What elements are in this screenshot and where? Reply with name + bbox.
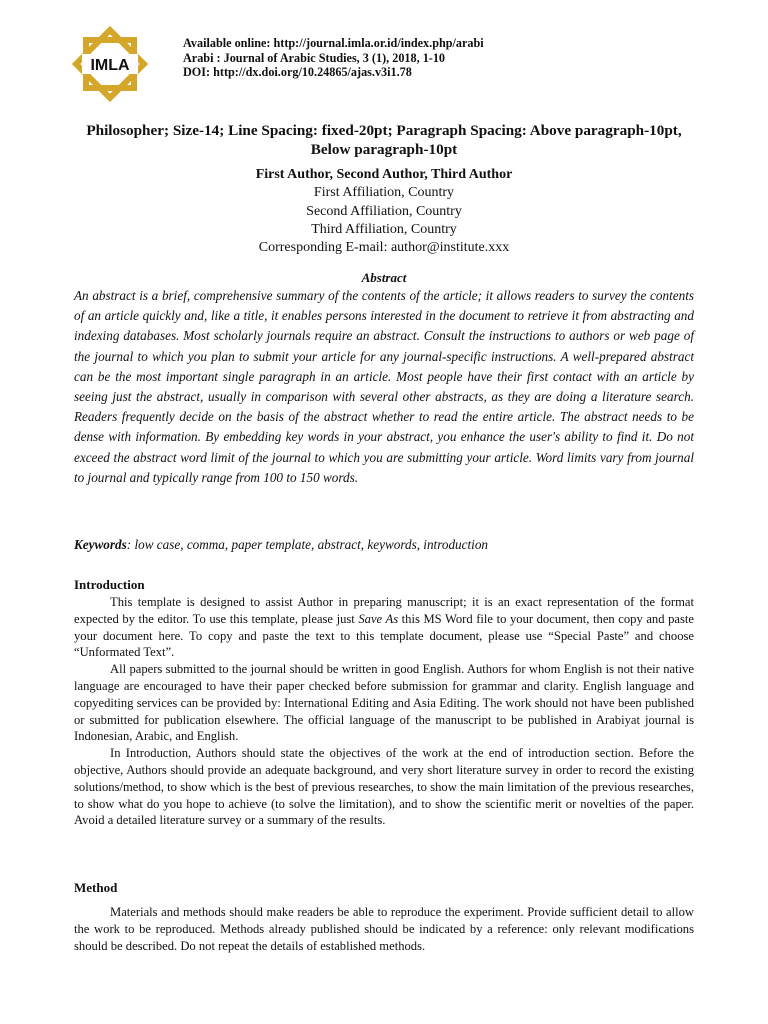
corresponding-email: Corresponding E-mail: author@institute.xxx bbox=[258, 240, 510, 256]
journal-header bbox=[183, 36, 484, 80]
keywords-label: Keywords bbox=[74, 537, 127, 552]
abstract-text: An abstract is a brief, comprehensive summary of the contents of the article; it allows readers to survey the contents of an article quickly and, like a title, it enables persons interested in the document to retrieve it from abstracting and indexing databases. Most scholarly journals require an abstract. Consult the instructions to authors or web page of the journal to which you plan to submit your article for any journal-specific instructions. A well-prepared abstract can be the most important single paragraph in an article. Most people have their first contact with an article by seeing just the abstract, usually in comparison with several other abstracts, as they are doing a literature search. Readers frequently decide on the basis of the abstract whether to read the entire article. The abstract needs to be dense with information. By embedding key words in your abstract, you enhance the user's ability to find it. Do not exceed the abstract word limit of the journal to which you are submitting your article. Word limits vary from journal to journal and typically range from 100 to 150 words. bbox=[74, 288, 694, 485]
author-names: First Author, Second Author, Third Author bbox=[255, 167, 513, 182]
affiliation-2: Second Affiliation, Country bbox=[306, 203, 462, 219]
abstract-heading: Abstract bbox=[361, 270, 407, 285]
header-url: Available online: http://journal.imla.or.id/index.php/arabi bbox=[183, 36, 484, 50]
logo-text: IMLA bbox=[90, 57, 130, 74]
introduction-body bbox=[74, 594, 694, 829]
method-paragraph-1: Materials and methods should make readers be able to reproduce the experiment. Provide sufficient detail to allow the work to be reproduced. Methods already published should be indicated by a reference: only relevant modifications should be described. Do not repeat the details of established methods. bbox=[74, 905, 694, 953]
imla-logo bbox=[68, 22, 152, 106]
introduction-heading: Introduction bbox=[74, 577, 145, 592]
keywords-line bbox=[74, 536, 694, 554]
keywords-text: : low case, comma, paper template, abstract, keywords, introduction bbox=[126, 537, 489, 552]
affiliation-1: First Affiliation, Country bbox=[313, 185, 455, 201]
author-block bbox=[74, 166, 694, 257]
introduction-paragraph-1: This template is designed to assist Author in preparing manuscript; it is an exact representation of the format expected by the editor. To use this template, please just Save As this MS Word file to your document, then copy and paste your document here. To copy and paste the text to this template document, please use “Special Paste” and choose “Unformated Text”. bbox=[74, 595, 694, 660]
introduction-paragraph-3: In Introduction, Authors should state the objectives of the work at the end of introduction section. Before the objective, Authors should provide an adequate background, and very short literature survey in order to record the existing solutions/method, to show which is the best of previous researches, to show the main limitation of the previous researches, to show what do you hope to achieve (to solve the limitation), and to show the scientific merit or novelties of the paper. Avoid a detailed literature survey or a summary of the results. bbox=[74, 746, 694, 828]
header-doi: DOI: http://dx.doi.org/10.24865/ajas.v3i1.78 bbox=[183, 65, 412, 79]
method-heading: Method bbox=[74, 880, 118, 895]
method-body bbox=[74, 904, 694, 954]
affiliation-3: Third Affiliation, Country bbox=[311, 221, 457, 237]
paper-title: Philosopher; Size-14; Line Spacing: fixed-20pt; Paragraph Spacing: Above paragraph-10pt, Below paragraph-10pt bbox=[86, 122, 682, 158]
header-citation: Arabi : Journal of Arabic Studies, 3 (1), 2018, 1-10 bbox=[183, 50, 446, 65]
introduction-paragraph-2: All papers submitted to the journal should be written in good English. Authors for whom English is not their native language are encouraged to have their paper checked before submission for grammar and clarity. English language and copyediting services can be provided by: International Editing and Asia Editing. The work should not have been published or submitted for publication elsewhere. The official language of the manuscript to be published in Arabiyat journal is Indonesian, Arabic, and English. bbox=[74, 662, 694, 744]
